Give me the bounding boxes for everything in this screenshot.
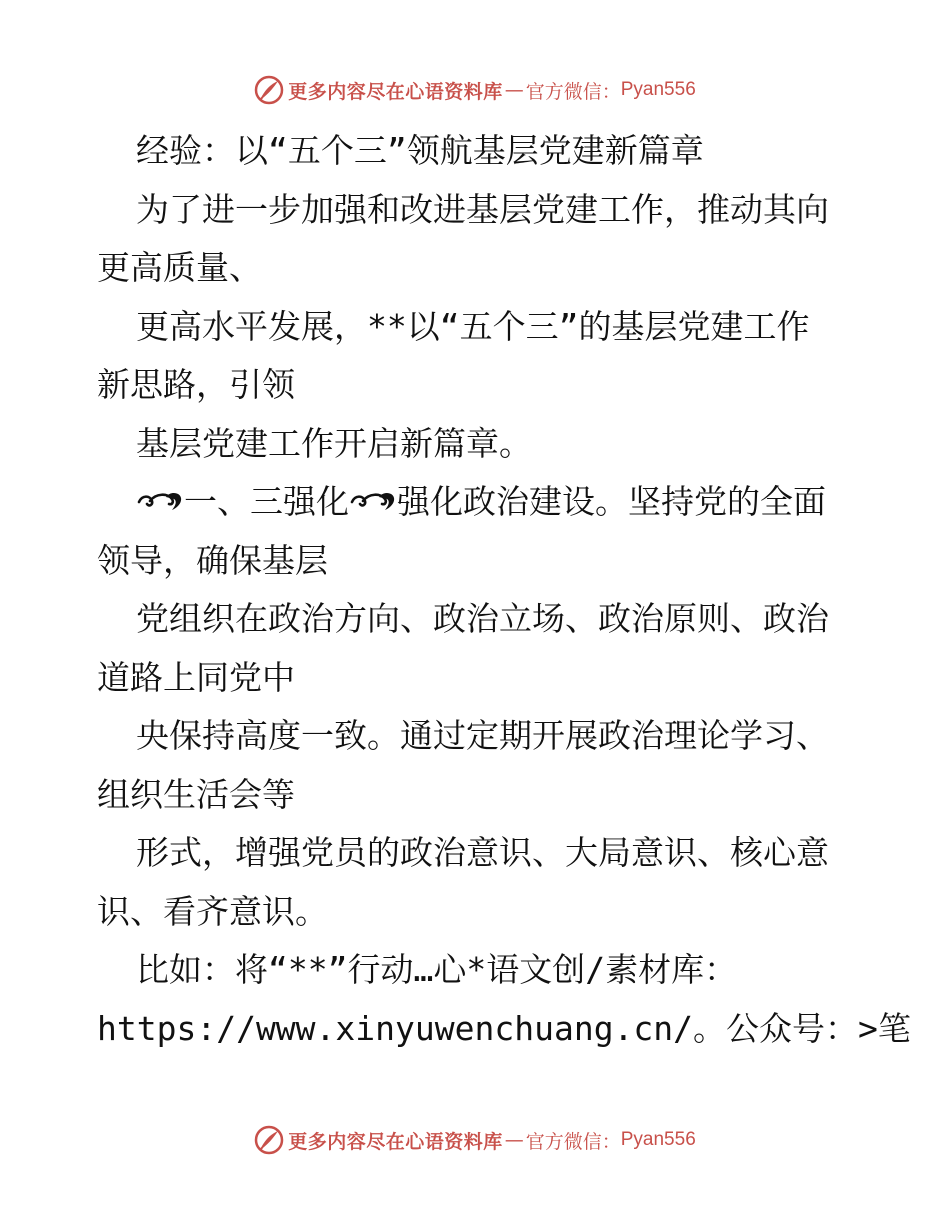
paragraph-line: 基层党建工作开启新篇章。 [136,423,532,463]
header-wechat-label: 官方微信： [525,80,621,103]
footer-banner [0,1120,950,1160]
header-banner [0,70,950,110]
header-wechat-id: Pyan556 [620,79,696,100]
header-banner-text: 更多内容尽在心语资料库 [288,80,503,103]
paragraph-line: 更高质量、 [97,248,262,287]
fleuron-icon [349,489,397,515]
feather-pen-logo-icon [254,75,284,105]
paragraph-line: 央保持高度一致。通过定期开展政治理论学习、 [136,716,829,755]
footer-banner-text: 更多内容尽在心语资料库 [288,1130,503,1153]
paragraph-line: 领导，确保基层 [97,540,328,580]
section-heading: 一、三强化 [184,482,349,521]
fleuron-icon [136,489,184,515]
feather-pen-logo-icon [254,1125,284,1155]
footer-wechat-label: 官方微信： [525,1130,621,1153]
paragraph-line: 识、看齐意识。 [97,891,328,931]
document-title: 经验：以“五个三”领航基层党建新篇章 [136,131,704,170]
paragraph-line: 更高水平发展，**以“五个三”的基层党建工作 [136,306,810,346]
section-subheading: 强化政治建设。坚持党的全面 [397,482,826,521]
paragraph-line: 道路上同党中 [97,657,295,697]
paragraph-line: 新思路，引领 [97,365,295,404]
document-body [97,122,911,1058]
section-heading-line [97,473,857,532]
paragraph-line-url: https://www.xinyuwenchuang.cn/。公众号：>笔 [97,1008,911,1048]
paragraph-line: 形式，增强党员的政治意识、大局意识、核心意 [136,833,829,872]
paragraph-line: 组织生活会等 [97,774,295,814]
footer-wechat-id: Pyan556 [620,1129,696,1150]
header-banner-dash: — [504,79,524,101]
paragraph-line: 党组织在政治方向、政治立场、政治原则、政治 [136,599,829,638]
paragraph-line: 比如：将“**”行动…心*语文创/素材库： [136,950,738,989]
footer-banner-dash: — [504,1129,524,1151]
paragraph-line: 为了进一步加强和改进基层党建工作，推动其向 [136,189,829,229]
